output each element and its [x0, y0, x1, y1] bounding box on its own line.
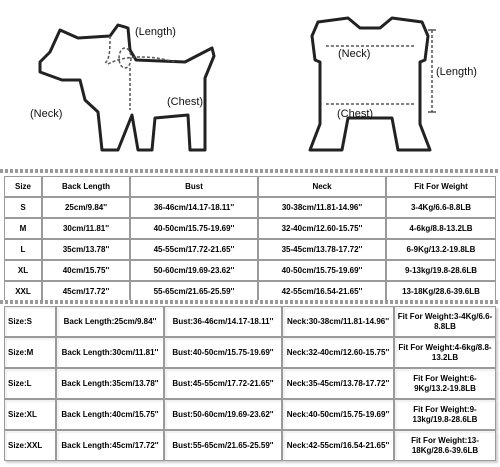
dog-neck-label: (Neck) [30, 108, 63, 120]
garment-chest-label: (Chest) [337, 108, 374, 120]
table-cell: M [4, 218, 42, 239]
table-row [4, 430, 496, 461]
table-cell: Size:L [4, 368, 56, 399]
column-header: Size [4, 176, 42, 197]
table-row [4, 197, 496, 218]
table-cell: 45-55cm/17.72-21.65'' [130, 239, 258, 260]
table-cell: 36-46cm/14.17-18.11'' [130, 197, 258, 218]
table-cell: 55-65cm/21.65-25.59'' [130, 281, 258, 302]
column-header: Back Length [42, 176, 130, 197]
table-cell: 4-6kg/8.8-13.2LB [386, 218, 496, 239]
table-cell: Size:M [4, 337, 56, 368]
table-cell: Size:XXL [4, 430, 56, 461]
section-divider [0, 169, 500, 173]
table-row [4, 337, 496, 368]
table-cell: Fit For Weight:9-13kg/19.8-28.6LB [394, 399, 496, 430]
table-row [4, 260, 496, 281]
table-cell: 30-38cm/11.81-14.96'' [258, 197, 386, 218]
table-row [4, 368, 496, 399]
table-cell: 25cm/9.84'' [42, 197, 130, 218]
table-cell: Back Length:45cm/17.72'' [56, 430, 164, 461]
table-cell: Back Length:35cm/13.78'' [56, 368, 164, 399]
table-cell: S [4, 197, 42, 218]
dog-silhouette-icon [40, 25, 214, 150]
measurement-illustration [0, 0, 500, 170]
table-cell: Bust:36-46cm/14.17-18.11'' [164, 306, 282, 337]
table-cell: Back Length:25cm/9.84'' [56, 306, 164, 337]
table-cell: 6-9Kg/13.2-19.8LB [386, 239, 496, 260]
garment-silhouette-icon [310, 18, 430, 150]
table-cell: 13-18Kg/28.6-39.6LB [386, 281, 496, 302]
table-cell: L [4, 239, 42, 260]
table-cell: Size:S [4, 306, 56, 337]
table-cell: 40cm/15.75'' [42, 260, 130, 281]
table-row [4, 218, 496, 239]
table-cell: 32-40cm/12.60-15.75'' [258, 218, 386, 239]
table-cell: 42-55cm/16.54-21.65'' [258, 281, 386, 302]
dog-length-label: (Length) [135, 26, 176, 38]
table-row [4, 399, 496, 430]
table-cell: Neck:32-40cm/12.60-15.75'' [282, 337, 394, 368]
table-cell: XL [4, 260, 42, 281]
size-list-table [4, 306, 496, 461]
table-cell: Neck:42-55cm/16.54-21.65'' [282, 430, 394, 461]
garment-neck-label: (Neck) [338, 48, 371, 60]
size-chart-table [4, 176, 496, 302]
table-cell: Back Length:30cm/11.81'' [56, 337, 164, 368]
table-row [4, 281, 496, 302]
table-cell: 3-4Kg/6.6-8.8LB [386, 197, 496, 218]
table-cell: 35cm/13.78'' [42, 239, 130, 260]
table-cell: Fit For Weight:13-18Kg/28.6-39.6LB [394, 430, 496, 461]
table-cell: Bust:50-60cm/19.69-23.62'' [164, 399, 282, 430]
table-cell: 30cm/11.81'' [42, 218, 130, 239]
column-header: Fit For Weight [386, 176, 496, 197]
table-cell: 45cm/17.72'' [42, 281, 130, 302]
table-cell: 35-45cm/13.78-17.72'' [258, 239, 386, 260]
table-cell: Size:XL [4, 399, 56, 430]
column-header: Neck [258, 176, 386, 197]
dog-measurement-diagram-icon [0, 0, 500, 170]
dog-chest-label: (Chest) [167, 96, 204, 108]
table-header-row [4, 176, 496, 197]
table-row [4, 239, 496, 260]
table-cell: Back Length:40cm/15.75'' [56, 399, 164, 430]
section-divider [0, 300, 500, 304]
table-cell: Bust:45-55cm/17.72-21.65'' [164, 368, 282, 399]
table-cell: Bust:40-50cm/15.75-19.69'' [164, 337, 282, 368]
table-row [4, 306, 496, 337]
table-cell: 40-50cm/15.75-19.69'' [258, 260, 386, 281]
garment-length-label: (Length) [436, 66, 477, 78]
table-cell: Neck:30-38cm/11.81-14.96'' [282, 306, 394, 337]
table-cell: Fit For Weight:4-6kg/8.8-13.2LB [394, 337, 496, 368]
column-header: Bust [130, 176, 258, 197]
table-cell: Neck:35-45cm/13.78-17.72'' [282, 368, 394, 399]
table-cell: 40-50cm/15.75-19.69'' [130, 218, 258, 239]
table-cell: Neck:40-50cm/15.75-19.69'' [282, 399, 394, 430]
table-cell: 50-60cm/19.69-23.62'' [130, 260, 258, 281]
table-cell: Fit For Weight:6-9Kg/13.2-19.8LB [394, 368, 496, 399]
table-cell: Bust:55-65cm/21.65-25.59'' [164, 430, 282, 461]
table-cell: Fit For Weight:3-4Kg/6.6-8.8LB [394, 306, 496, 337]
table-cell: XXL [4, 281, 42, 302]
table-cell: 9-13kg/19.8-28.6LB [386, 260, 496, 281]
